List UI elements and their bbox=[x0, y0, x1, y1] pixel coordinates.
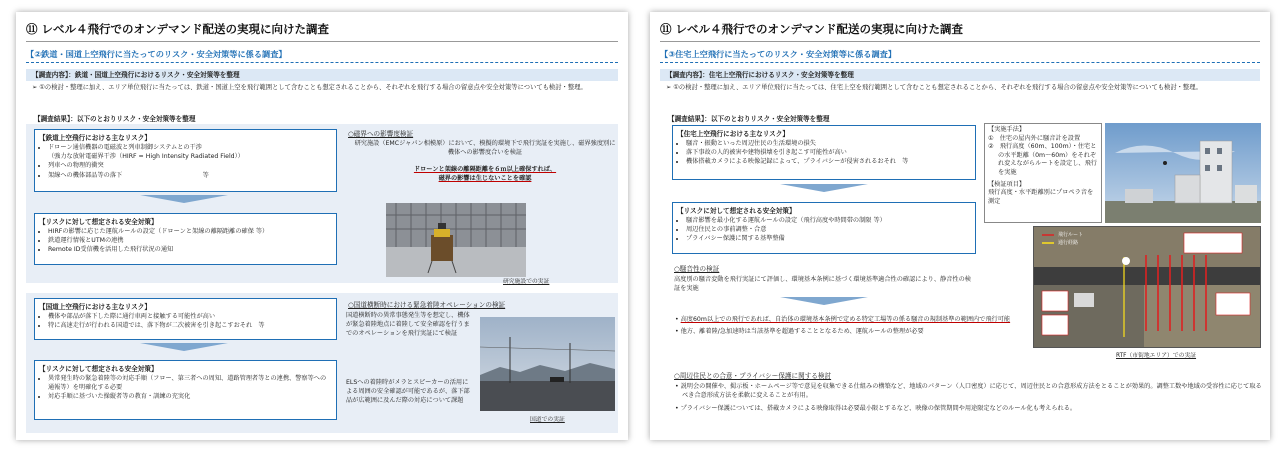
national-road-caption: 国道での実証 bbox=[530, 417, 565, 423]
road-note-text2: ELSへの着陸時がメラとスピーカーの活用による周囲の安全確認が可能であるが、落下部品が広範囲に及んだ際の対応について課題 bbox=[346, 379, 470, 404]
noise-head: ○騒音性の検証 bbox=[674, 265, 720, 273]
list-item: • HIRFの影響に応じた運航ルールの設定（ドローンと架線の離隔距離の確保 等） bbox=[48, 227, 332, 236]
research-facility-caption: 研究施設での実証 bbox=[503, 279, 550, 285]
slide-rail-road bbox=[16, 12, 628, 440]
list-item: • プライバシー保護については、搭載カメラによる映像取得は必要最小限とするなど、映像の保管期間や用途限定などのルール化も考えられる。 bbox=[675, 405, 1077, 412]
list-item: • Remote ID受信機を活用した飛行状況の通知 bbox=[48, 245, 332, 254]
down-arrow-icon bbox=[140, 195, 228, 203]
slide-title: ⑪ レベル４飛行でのオンデマンド配送の実現に向けた調査 bbox=[26, 22, 330, 36]
list-item: • 対応手順に基づいた操縦者等の教育・訓練の充実化 bbox=[48, 392, 332, 401]
list-item: • 機体や部品が落下した際に通行車両と接触する可能性が高い bbox=[48, 312, 332, 321]
house-measures-title: 【リスクに対して想定される安全対策】 bbox=[677, 207, 796, 215]
road-risk-box bbox=[34, 298, 337, 340]
result-header: 【調査結果】：以下のとおりリスク・安全対策等を整理 bbox=[668, 115, 830, 123]
method-head: 【実施手法】 bbox=[988, 126, 1026, 133]
method-item-1: ① 住宅の屋内外に騒音計を設置 bbox=[988, 134, 1081, 142]
rail-measures-title: 【リスクに対して想定される安全対策】 bbox=[39, 218, 158, 226]
down-arrow-icon bbox=[780, 184, 868, 192]
method-item-2: ② 飛行高度（60m、100m）・住宅との水平距離（0m～60m）をそれぞれ変えながらルートを設定し、飛行を実施 bbox=[988, 143, 1097, 176]
content-header: 【調査内容】：住宅上空飛行におけるリスク・安全対策等を整理 bbox=[660, 69, 1260, 81]
consensus-head: ○周辺住民との合意・プライバシー保護に関する検討 bbox=[674, 372, 832, 380]
map-caption: RTF（市街地エリア）での実証 bbox=[1116, 353, 1197, 359]
rail-risk-title: 【鉄道上空飛行における主なリスク】 bbox=[39, 134, 151, 142]
list-item: • 架線への機体部品等の落下 等 bbox=[48, 171, 332, 180]
down-arrow-icon bbox=[140, 343, 228, 351]
down-arrow-icon bbox=[780, 297, 868, 305]
road-measures-box bbox=[34, 360, 337, 420]
noise-text: 高度別の騒音変動を飛行実証にて評価し、環境基本条例に基づく環境基準適合性の確認により、静音性の検証を実施 bbox=[674, 276, 971, 292]
list-item: • 騒音影響を最小化する運航ルールの設定（飛行高度や時間帯の制限 等） bbox=[686, 216, 971, 225]
slide-title: ⑪ レベル４飛行でのオンデマンド配送の実現に向けた調査 bbox=[660, 22, 964, 36]
subtitle-divider bbox=[26, 62, 618, 63]
list-item: • 異常発生時の緊急着陸等の対応手順（フロー、第三者への周知、道路管理者等との連携、警察等への通報等）を明確化する必要 bbox=[48, 374, 332, 392]
list-item: • ドローン通信機器の電磁波と列車制御システムとの干渉 bbox=[48, 143, 332, 152]
road-note-text1: 国道横断時の異常事態発生等を想定し、機体が緊急着陸地点に着陸して安全確認を行うまでのオペレーションを飛行実証にて検証 bbox=[346, 312, 470, 337]
rail-measures-box bbox=[34, 213, 337, 265]
content-body: ➢ ①の検討・整理に加え、エリア単位飛行に当たっては、住宅上空を飛行範囲として含むことも想定されることから、それぞれを飛行する場合の留意点や安全対策等についても検討・整理。 bbox=[666, 84, 1202, 91]
slide-subtitle: 【②鉄道・国道上空飛行に当たってのリスク・安全対策等に係る調査】 bbox=[26, 49, 287, 59]
list-item: • 説明会の開催や、掲示板・ホームページ等で意見を収集できる仕組みの構築など、地域のパターン（人口密度）に応じて、周辺住民との合意形成方法をとることが効果的。調整工数や地域の受容性に応じて取るべき合意形成方法を柔軟に変えることが有用。 bbox=[675, 383, 1262, 399]
house-risk-title: 【住宅上空飛行における主なリスク】 bbox=[677, 130, 789, 138]
house-measures-box bbox=[672, 202, 976, 254]
emc-note-head: ○磁界への影響度検証 bbox=[348, 130, 414, 138]
verify-text: 飛行高度・水平距離別にプロペラ音を測定 bbox=[988, 189, 1094, 205]
list-item: • 列車への物理的衝突 bbox=[48, 161, 332, 170]
road-note-head: ○国道横断時における緊急着陸オペレーションの検証 bbox=[348, 301, 506, 309]
subtitle-divider bbox=[660, 62, 1260, 63]
noise-results bbox=[672, 315, 1028, 336]
national-road-photo bbox=[480, 317, 615, 411]
content-body: ➢ ①の検討・整理に加え、エリア単位飛行に当たっては、鉄道・国道上空を飛行範囲として含むことも想定されることから、それぞれを飛行する場合の留意点や安全対策等についても検討・整理。 bbox=[32, 84, 587, 91]
verify-head: 【検証項目】 bbox=[988, 180, 1026, 188]
map-legend: 飛行ルート 通行経路 bbox=[1058, 232, 1084, 246]
list-item: • 落下事故の人的被害や建物損壊を引き起こす可能性が高い bbox=[686, 148, 971, 157]
emc-highlight: ドローンと架線の離隔距離を６ｍ以上確保すれば、 磁界の影響は生じないことを確認 bbox=[413, 166, 557, 182]
list-item: • プライバシー保護に関する基準整備 bbox=[686, 234, 971, 243]
house-risk-box bbox=[672, 125, 976, 180]
flight-route-map bbox=[1033, 226, 1261, 348]
list-item: • 高度60m以上での飛行であれば、自治体の環境基本条例で定める特定工場等の係る騒音の規制基準の範囲内で飛行可能 bbox=[675, 316, 1011, 323]
list-item: • 鉄道運行情報とUTMの連携 bbox=[48, 236, 332, 245]
road-risk-title: 【国道上空飛行における主なリスク】 bbox=[39, 303, 151, 311]
title-divider bbox=[26, 41, 618, 42]
result-header: 【調査結果】：以下のとおりリスク・安全対策等を整理 bbox=[34, 115, 196, 123]
content-header: 【調査内容】：鉄道・国道上空飛行におけるリスク・安全対策等を整理 bbox=[26, 69, 618, 81]
rail-risk-box bbox=[34, 129, 337, 192]
research-facility-photo bbox=[386, 203, 526, 277]
slide-subtitle: 【③住宅上空飛行に当たってのリスク・安全対策等に係る調査】 bbox=[660, 49, 897, 59]
title-divider bbox=[660, 41, 1260, 42]
list-item: • 周辺住民との事前調整・合意 bbox=[686, 225, 971, 234]
road-measures-title: 【リスクに対して想定される安全対策】 bbox=[39, 365, 158, 373]
test-building-photo bbox=[1105, 123, 1261, 223]
list-item: • 他方、離着陸/急加速時は当該基準を超過することとなるため、運航ルールの整理が必要 bbox=[675, 328, 924, 335]
list-item: • 騒音・振動といった周辺住民の生活環境の損失 bbox=[686, 139, 971, 148]
slide-residential bbox=[650, 12, 1270, 440]
emc-note-text: 研究施設（EMCジャパン相模原）において、模擬的環境下で飛行実証を実施し、磁界強度別に機体への影響度合いを検証 bbox=[354, 140, 616, 156]
consensus-results bbox=[672, 382, 1262, 413]
list-item: • 特に高速走行が行われる国道では、落下物が二次被害を引き起こすおそれ 等 bbox=[48, 321, 332, 330]
list-item: （強力な放射電磁界干渉（HIRF = High Intensity Radiated Field）） bbox=[48, 153, 244, 161]
list-item: • 機体搭載カメラによる映像記録によって、プライバシーが侵害されるおそれ 等 bbox=[686, 157, 971, 166]
method-box bbox=[984, 123, 1102, 223]
